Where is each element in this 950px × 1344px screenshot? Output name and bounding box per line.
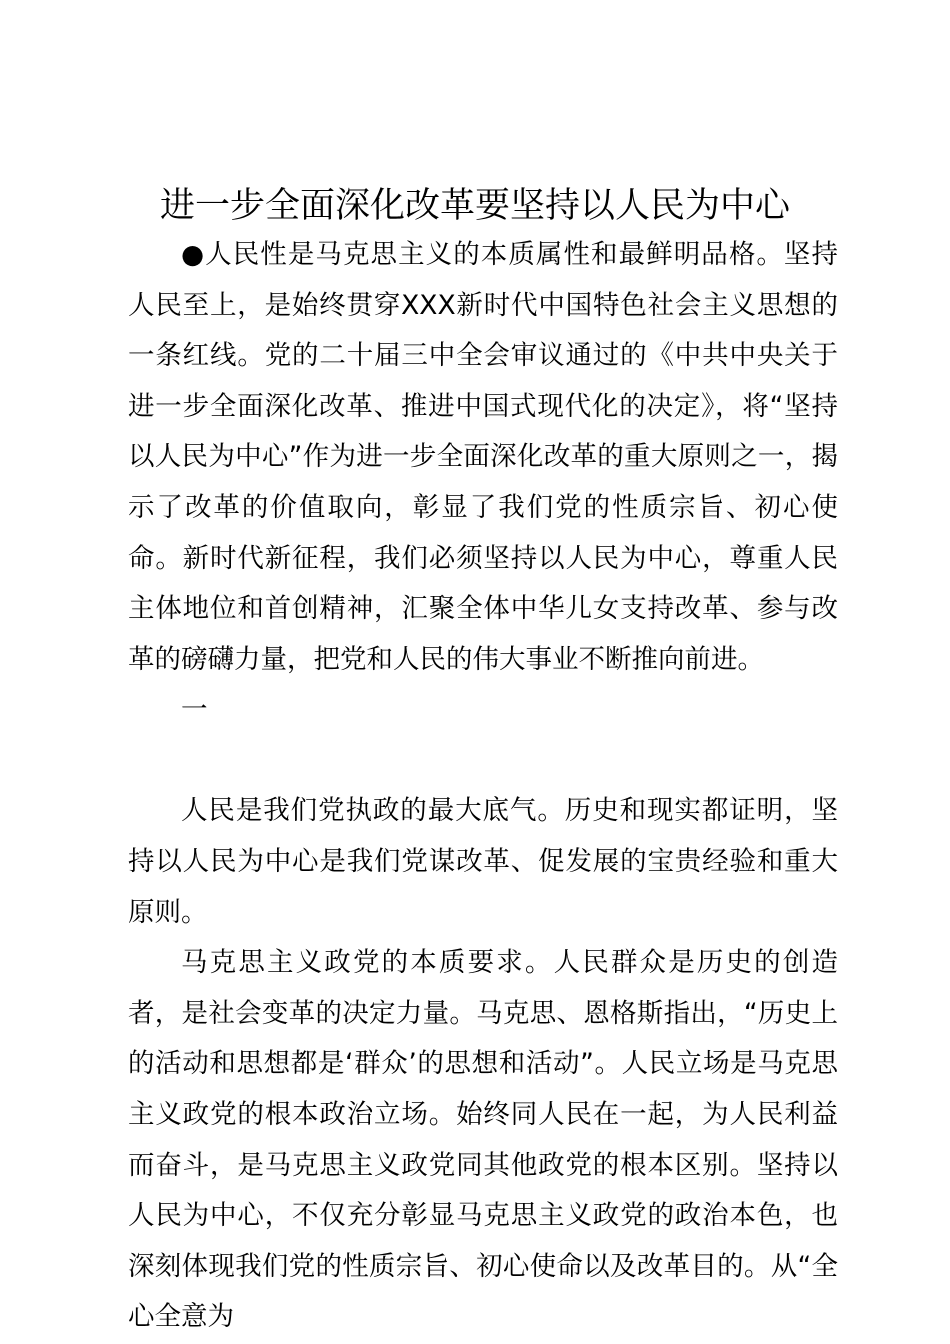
section-paragraph-2: 马克思主义政党的本质要求。人民群众是历史的创造者，是社会变革的决定力量。马克思、恩格斯指出，“历史上的活动和思想都是‘群众’的思想和活动”。人民立场是马克思主义政党的根本政治立场。始终同人民在一起，为人民利益而奋斗，是马克思主义政党同其他政党的根本区别。坚持以人民为中心，不仅充分彰显马克思主义政党的政治本色，也深刻体现我们党的性质宗旨、初心使命以及改革目的。从“全心全意为: [128, 947, 838, 1333]
section-paragraph-1: 人民是我们党执政的最大底气。历史和现实都证明，坚持以人民为中心是我们党谋改革、促发展的宝贵经验和重大原则。: [128, 795, 838, 928]
document-body: [128, 230, 838, 1343]
section-number: 一: [181, 694, 208, 726]
document-title: 进一步全面深化改革要坚持以人民为中心: [159, 186, 790, 226]
intro-paragraph: ●人民性是马克思主义的本质属性和最鲜明品格。坚持人民至上，是始终贯穿XXX新时代中国特色社会主义思想的一条红线。党的二十届三中全会审议通过的《中共中央关于进一步全面深化改革、推进中国式现代化的决定》，将“坚持以人民为中心”作为进一步全面深化改革的重大原则之一，揭示了改革的价值取向，彰显了我们党的性质宗旨、初心使命。新时代新征程，我们必须坚持以人民为中心，尊重人民主体地位和首创精神，汇聚全体中华儿女支持改革、参与改革的磅礴力量，把党和人民的伟大事业不断推向前进。: [128, 239, 838, 675]
